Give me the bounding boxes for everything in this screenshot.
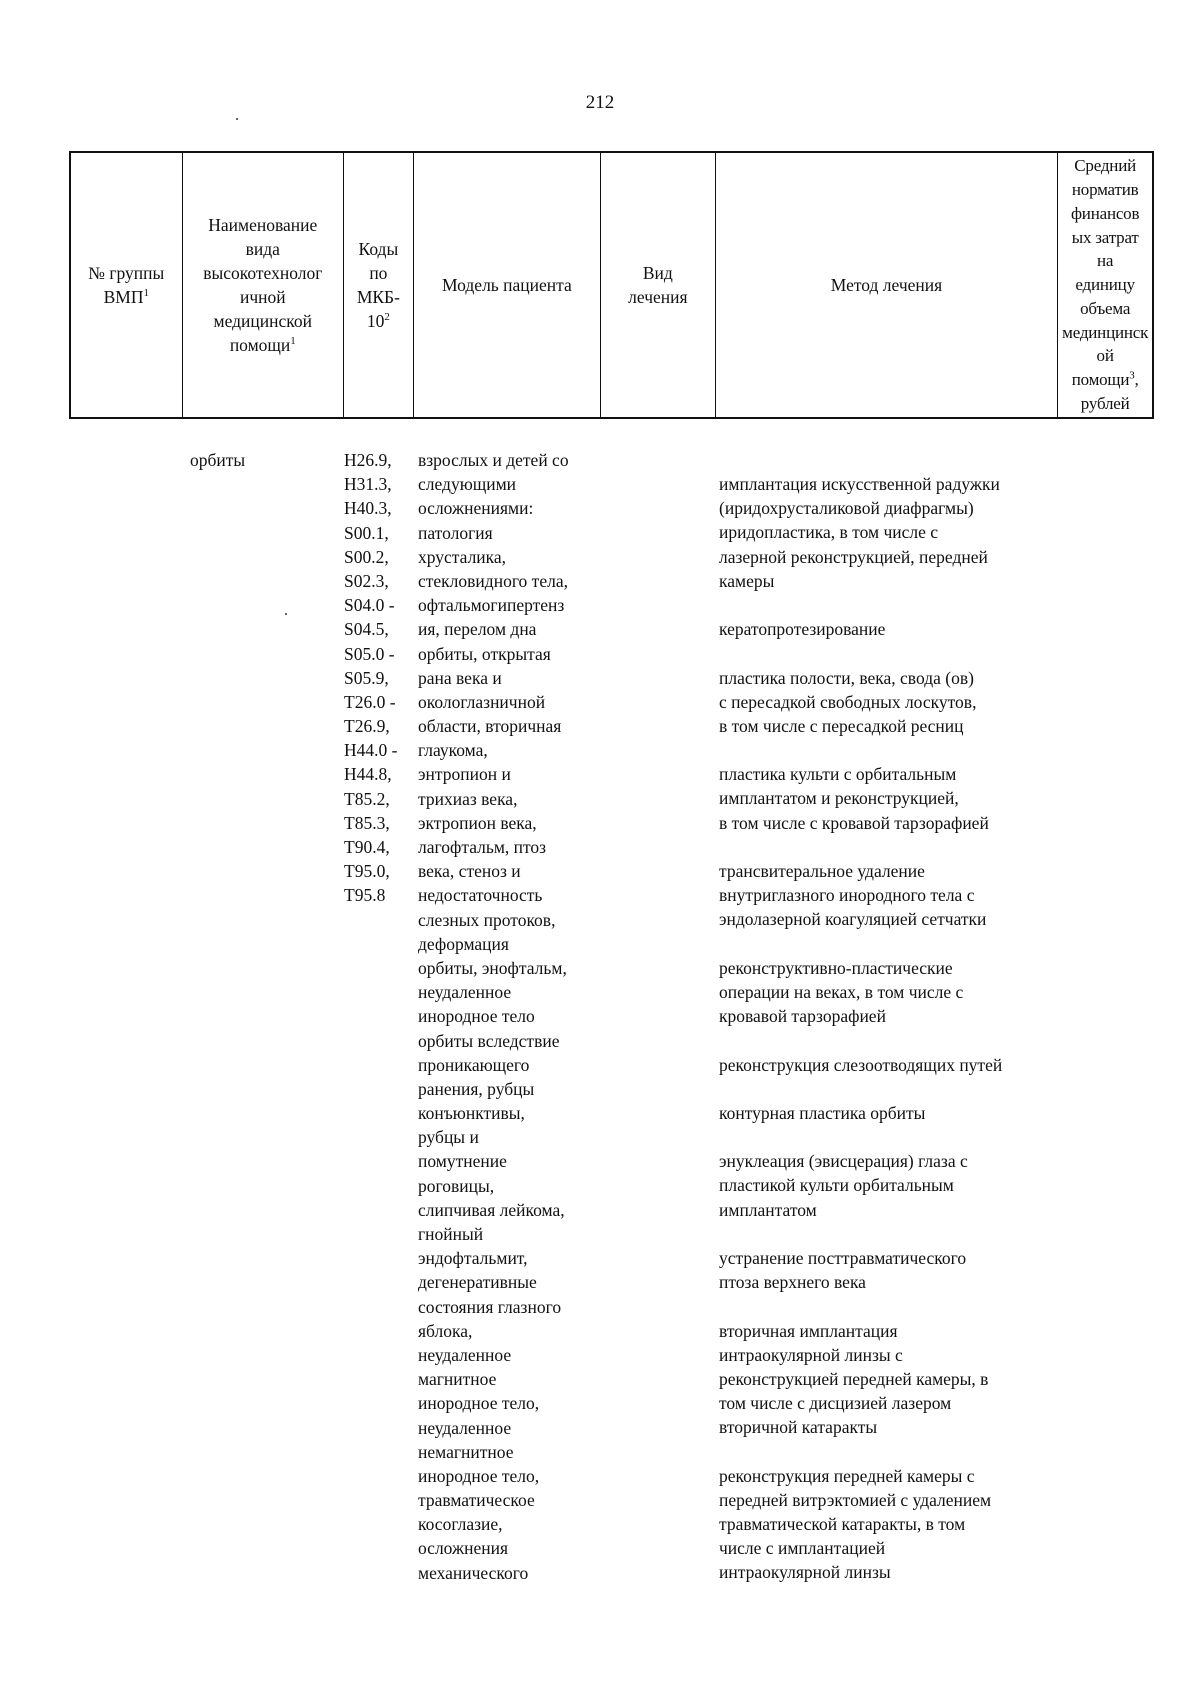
- patient-model-line: лагофтальм, птоз: [418, 837, 547, 857]
- patient-model-line: конъюнктивы,: [418, 1103, 525, 1124]
- patient-model-line: яблока,: [418, 1320, 473, 1341]
- care-type-name: орбиты: [190, 450, 246, 470]
- icd-code: H31.3,: [344, 474, 392, 495]
- treatment-method-line: лазерной реконструкцией, передней: [719, 546, 988, 567]
- treatment-method-line: контурная пластика орбиты: [719, 1102, 926, 1123]
- treatment-method-line: эндолазерной коагуляцией сетчатки: [719, 909, 987, 930]
- treatment-method-line: трансвитеральное удаление: [719, 861, 925, 881]
- treatment-method-line: реконструктивно-пластические: [719, 957, 953, 978]
- treatment-method-item: [719, 1246, 1139, 1294]
- header-average-cost: Средний норматив финансов ых затрат на единицу объема мединцинск ой помощи$^3$, рублей: [1062, 156, 1149, 414]
- treatment-method-line: имплантатом и реконструкцией,: [719, 788, 959, 809]
- patient-model-line: эктропион века,: [418, 812, 537, 833]
- treatment-method-line: энуклеация (эвисцерация) глаза с: [719, 1151, 968, 1172]
- treatment-method-line: реконструкцией передней камеры, в: [719, 1368, 989, 1389]
- treatment-method-item: [719, 1053, 1139, 1077]
- treatment-method-item: [719, 762, 1139, 835]
- treatment-method-line: реконструкция передней камеры с: [719, 1465, 975, 1486]
- treatment-method-line: травматической катаракты, в том: [719, 1514, 966, 1535]
- treatment-method-line: том числе с дисцизией лазером: [719, 1393, 952, 1414]
- treatment-method-item: [719, 666, 1139, 739]
- patient-model-line: офтальмогипертенз: [418, 595, 565, 616]
- patient-model-line: инородное тело,: [418, 1393, 540, 1414]
- treatment-method-line: реконструкция слезоотводящих путей: [719, 1054, 1003, 1075]
- treatment-method-line: пластикой культи орбитальным: [719, 1175, 954, 1196]
- treatment-method-line: пластика полости, века, свода (ов): [719, 667, 974, 688]
- icd-code: T26.9,: [344, 716, 390, 737]
- treatment-method-line: (иридохрусталиковой диафрагмы): [719, 498, 974, 519]
- patient-model-line: магнитное: [418, 1369, 497, 1390]
- patient-model-line: глаукома,: [418, 740, 488, 761]
- patient-model-line: ранения, рубцы: [418, 1078, 535, 1099]
- patient-model-line: дегенеративные: [418, 1272, 537, 1293]
- icd-code: S04.5,: [344, 619, 389, 640]
- treatment-method-line: имплантатом: [719, 1199, 817, 1220]
- icd-code: T95.0,: [344, 861, 390, 882]
- treatment-method-line: с пересадкой свободных лоскутов,: [719, 691, 977, 712]
- treatment-method-item: [719, 1101, 1139, 1125]
- patient-model-line: эндофтальмит,: [418, 1248, 528, 1269]
- icd-code: S00.2,: [344, 546, 389, 567]
- treatment-method-line: пластика культи с орбитальным: [719, 764, 957, 785]
- patient-model-line: неудаленное: [418, 1344, 512, 1365]
- patient-model-line: осложнениями:: [418, 498, 534, 519]
- table-header: [69, 151, 1154, 419]
- treatment-method-line: интраокулярной линзы с: [719, 1344, 903, 1365]
- treatment-method-line: устранение посттравматического: [719, 1248, 967, 1268]
- header-icd-codes: Коды по МКБ- $10^2$: [344, 153, 414, 417]
- patient-model-line: слезных протоков,: [418, 909, 556, 930]
- treatment-method-item: [719, 617, 1139, 641]
- treatment-method-line: внутриглазного инородного тела с: [719, 885, 975, 906]
- treatment-method-item: [719, 859, 1139, 932]
- header-patient-model: Модель пациента: [414, 153, 601, 417]
- patient-model-line: окологлазничной: [418, 691, 546, 712]
- icd-code: S04.0 -: [344, 595, 395, 616]
- icd-code: T95.8: [344, 885, 386, 906]
- icd-code: H40.3,: [344, 498, 392, 519]
- patient-model-line: проникающего: [418, 1054, 530, 1075]
- treatment-method-item: [719, 956, 1139, 1029]
- patient-model-line: следующими: [418, 474, 517, 495]
- icd-code: S05.0 -: [344, 643, 395, 664]
- patient-model-line: неудаленное: [418, 982, 512, 1003]
- page-number: 212: [585, 92, 615, 113]
- scan-speck: [285, 613, 287, 615]
- patient-model-line: стекловидного тела,: [418, 570, 568, 591]
- patient-model-line: энтропион и: [418, 764, 511, 785]
- icd-codes-list: [344, 448, 397, 908]
- patient-model-line: деформация: [418, 933, 509, 954]
- patient-model-line: состояния глазного: [418, 1296, 562, 1317]
- patient-model-line: рубцы и: [418, 1127, 479, 1148]
- patient-model-line: косоглазие,: [418, 1514, 503, 1535]
- patient-model-line: хрусталика,: [418, 546, 507, 567]
- patient-model-line: немагнитное: [418, 1441, 514, 1462]
- patient-model-line: механического: [418, 1562, 529, 1583]
- treatment-method-line: кератопротезирование: [719, 619, 886, 640]
- icd-code: T90.4,: [344, 837, 390, 857]
- treatment-method-line: камеры: [719, 570, 775, 591]
- header-care-type-name: Наименование вида высокотехнолог ичной медицинской помощи$^1$: [183, 153, 344, 417]
- patient-model-line: орбиты, энофтальм,: [418, 957, 567, 978]
- patient-model-line: инородное тело,: [418, 1465, 540, 1486]
- patient-model-line: недостаточность: [418, 885, 543, 906]
- treatment-method-item: [719, 1464, 1139, 1585]
- patient-model-line: ия, перелом дна: [418, 619, 537, 640]
- patient-model-line: патология: [418, 522, 493, 543]
- patient-model-line: рана века и: [418, 667, 502, 688]
- scan-speck: [236, 118, 238, 120]
- treatment-method-line: имплантация искусственной радужки: [719, 474, 1000, 494]
- treatment-method-line: птоза верхнего века: [719, 1272, 866, 1293]
- patient-model-line: роговицы,: [418, 1175, 495, 1196]
- treatment-method-line: в том числе с кровавой тарзорафией: [719, 812, 989, 833]
- patient-model-line: гнойный: [418, 1224, 484, 1244]
- icd-code: H44.8,: [344, 764, 392, 785]
- treatment-method-line: иридопластика, в том числе с: [719, 522, 939, 543]
- patient-model-line: осложнения: [418, 1538, 509, 1559]
- patient-model-line: области, вторичная: [418, 716, 562, 737]
- icd-code: T85.2,: [344, 788, 390, 809]
- treatment-method-line: интраокулярной линзы: [719, 1562, 891, 1583]
- icd-code: H26.9,: [344, 450, 392, 470]
- treatment-method-line: передней витрэктомией с удалением: [719, 1489, 992, 1510]
- patient-model-line: неудаленное: [418, 1417, 512, 1438]
- treatment-method-line: в том числе с пересадкой ресниц: [719, 715, 964, 736]
- treatment-method-line: вторичной катаракты: [719, 1417, 878, 1438]
- treatment-method-item: [719, 1149, 1139, 1222]
- icd-code: T26.0 -: [344, 691, 396, 712]
- patient-model-line: трихиаз века,: [418, 788, 518, 809]
- treatment-methods-list: [719, 472, 1139, 1609]
- treatment-method-line: вторичная имплантация: [719, 1320, 898, 1341]
- patient-model-text: [418, 448, 569, 1585]
- treatment-method-line: операции на веках, в том числе с: [719, 981, 964, 1002]
- icd-code: H44.0 -: [344, 740, 398, 761]
- treatment-method-item: [719, 472, 1139, 593]
- patient-model-line: инородное тело: [418, 1006, 535, 1027]
- icd-code: S02.3,: [344, 570, 389, 591]
- patient-model-line: века, стеноз и: [418, 861, 521, 882]
- patient-model-line: орбиты вследствие: [418, 1030, 560, 1051]
- header-group-number: № группы ВМП$^1$: [71, 153, 183, 417]
- icd-code: S00.1,: [344, 522, 389, 543]
- icd-code: T85.3,: [344, 812, 390, 833]
- patient-model-line: взрослых и детей со: [418, 450, 569, 470]
- treatment-method-line: числе с имплантацией: [719, 1538, 886, 1559]
- treatment-method-item: [719, 1319, 1139, 1440]
- header-treatment-method: Метод лечения: [716, 153, 1059, 417]
- patient-model-line: травматическое: [418, 1490, 535, 1511]
- patient-model-line: помутнение: [418, 1151, 507, 1172]
- header-treatment-type: Вид лечения: [601, 153, 716, 417]
- patient-model-line: слипчивая лейкома,: [418, 1199, 565, 1220]
- patient-model-line: орбиты, открытая: [418, 643, 551, 664]
- treatment-method-line: кровавой тарзорафией: [719, 1006, 886, 1027]
- icd-code: S05.9,: [344, 667, 389, 688]
